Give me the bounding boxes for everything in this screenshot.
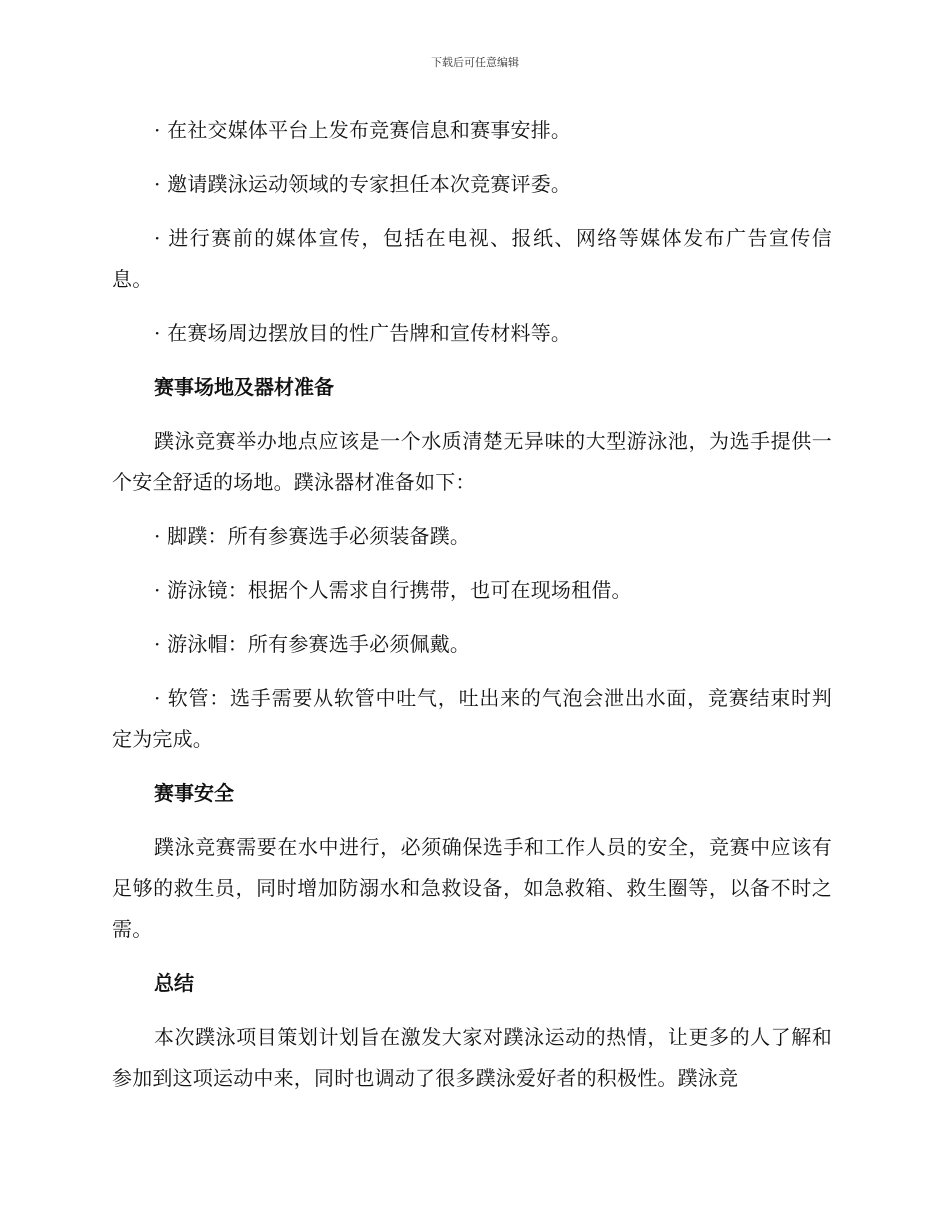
document-body	[112, 110, 832, 1112]
bullet-fins: · 脚蹼：所有参赛选手必须装备蹼。	[154, 524, 471, 548]
bullet-invite-judges: · 邀请蹼泳运动领域的专家担任本次竞赛评委。	[154, 172, 572, 196]
section-heading-safety: 赛事安全	[154, 781, 234, 805]
bullet-goggles: · 游泳镜：根据个人需求自行携带，也可在现场租借。	[154, 578, 632, 602]
section-heading-venue-equipment: 赛事场地及器材准备	[154, 375, 334, 399]
bullet-media-promotion: · 进行赛前的媒体宣传，包括在电视、报纸、网络等媒体发布广告宣传信息。	[112, 226, 832, 291]
paragraph-safety: 蹼泳竞赛需要在水中进行，必须确保选手和工作人员的安全，竞赛中应该有足够的救生员，同时增加防溺水和急救设备，如急救箱、救生圈等，以备不时之需。	[112, 835, 832, 941]
bullet-swim-cap: · 游泳帽：所有参赛选手必须佩戴。	[154, 632, 471, 656]
section-heading-summary: 总结	[154, 971, 194, 995]
paragraph-venue: 蹼泳竞赛举办地点应该是一个水质清楚无异味的大型游泳池，为选手提供一个安全舒适的场地。蹼泳器材准备如下：	[112, 429, 832, 494]
paragraph-summary: 本次蹼泳项目策划计划旨在激发大家对蹼泳运动的热情，让更多的人了解和参加到这项运动中来，同时也调动了很多蹼泳爱好者的积极性。蹼泳竞	[112, 1025, 832, 1090]
bullet-billboards: · 在赛场周边摆放目的性广告牌和宣传材料等。	[154, 321, 572, 345]
bullet-snorkel: · 软管：选手需要从软管中吐气，吐出来的气泡会泄出水面，竞赛结束时判定为完成。	[112, 686, 832, 751]
bullet-social-media: · 在社交媒体平台上发布竞赛信息和赛事安排。	[154, 118, 572, 142]
header-note: 下载后可任意编辑	[431, 56, 519, 69]
